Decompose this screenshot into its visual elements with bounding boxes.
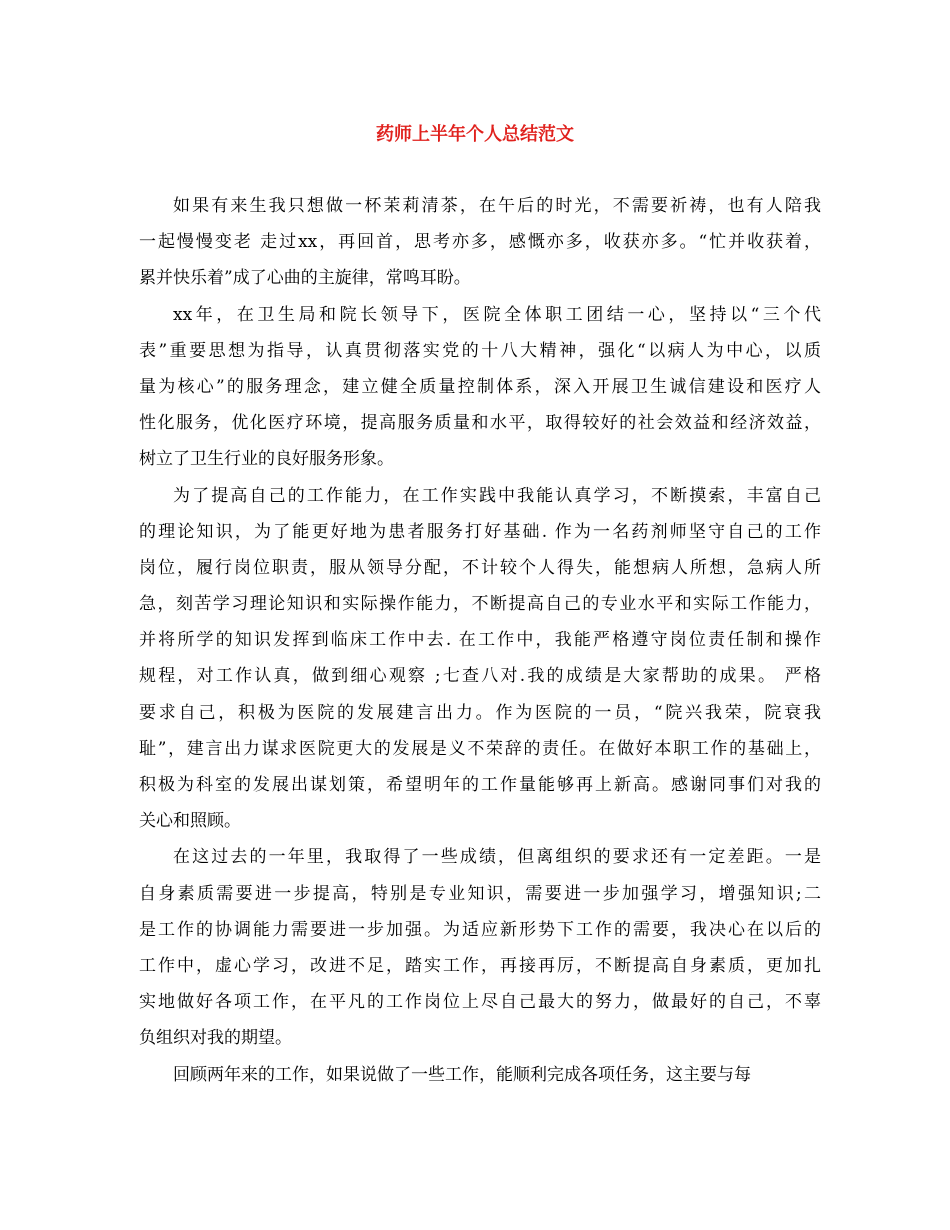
paragraph-line: 岗位，履行岗位职责，服从领导分配，不计较个人得失，能想病人所想，急病人所 xyxy=(139,557,821,578)
paragraph xyxy=(139,839,821,1056)
paragraph-line: 耻”，建言出力谋求医院更大的发展是义不荣辞的责任。在做好本职工作的基础上， xyxy=(139,738,821,759)
paragraph-line: xx年，在卫生局和院长领导下，医院全体职工团结一心，坚持以“三个代 xyxy=(173,304,821,325)
paragraph-line: 实地做好各项工作，在平凡的工作岗位上尽自己最大的努力，做最好的自己，不辜 xyxy=(139,992,821,1013)
paragraph-line: 关心和照顾。 xyxy=(139,811,241,832)
paragraph-line: 为了提高自己的工作能力，在工作实践中我能认真学习，不断摸索，丰富自己 xyxy=(173,485,821,506)
paragraph-line: 表”重要思想为指导，认真贯彻落实党的十八大精神，强化“以病人为中心，以质 xyxy=(139,340,821,361)
paragraph-line: 累并快乐着”成了心曲的主旋律，常鸣耳盼。 xyxy=(139,268,471,289)
paragraph-line: 积极为科室的发展出谋划策，希望明年的工作量能够再上新高。感谢同事们对我的 xyxy=(139,775,821,795)
paragraph-line: 的理论知识，为了能更好地为患者服务打好基础. 作为一名药剂师坚守自己的工作 xyxy=(139,521,821,542)
paragraph-line: 回顾两年来的工作，如果说做了一些工作，能顺利完成各项任务，这主要与每 xyxy=(173,1064,751,1085)
paragraph-line: 工作中，虚心学习，改进不足，踏实工作，再接再厉，不断提高自身素质，更加扎 xyxy=(139,955,821,976)
document-body xyxy=(139,188,821,1093)
paragraph-line: 并将所学的知识发挥到临床工作中去. 在工作中，我能严格遵守岗位责任制和操作 xyxy=(139,630,821,651)
paragraph-line: 量为核心”的服务理念，建立健全质量控制体系，深入开展卫生诚信建设和医疗人 xyxy=(139,376,821,397)
paragraph-line: 负组织对我的期望。 xyxy=(139,1028,292,1049)
paragraph-line: 自身素质需要进一步提高，特别是专业知识，需要进一步加强学习，增强知识;二 xyxy=(139,883,821,904)
paragraph-line: 树立了卫生行业的良好服务形象。 xyxy=(139,449,394,470)
paragraph-line: 规程，对工作认真，做到细心观察 ;七查八对.我的成绩是大家帮助的成果。 严格 xyxy=(139,666,821,687)
paragraph-line: 是工作的协调能力需要进一步加强。为适应新形势下工作的需要，我决心在以后的 xyxy=(139,919,821,940)
paragraph xyxy=(139,478,821,840)
paragraph-line: 在这过去的一年里，我取得了一些成绩，但离组织的要求还有一定差距。一是 xyxy=(173,847,821,868)
paragraph-line: 如果有来生我只想做一杯茉莉清茶，在午后的时光，不需要祈祷，也有人陪我 xyxy=(173,196,821,216)
paragraph-line: 要求自己，积极为医院的发展建言出力。作为医院的一员，“院兴我荣，院衰我 xyxy=(139,702,821,723)
paragraph-line: 急，刻苦学习理论知识和实际操作能力，不断提高自己的专业水平和实际工作能力， xyxy=(139,594,821,615)
paragraph-line: 性化服务，优化医疗环境，提高服务质量和水平，取得较好的社会效益和经济效益， xyxy=(139,413,821,434)
paragraph xyxy=(139,297,821,478)
document-title: 药师上半年个人总结范文 xyxy=(376,124,574,145)
paragraph xyxy=(139,188,821,297)
paragraph xyxy=(139,1057,821,1093)
paragraph-line: 一起慢慢变老 走过xx，再回首，思考亦多，感慨亦多，收获亦多。“忙并收获着， xyxy=(139,232,821,253)
